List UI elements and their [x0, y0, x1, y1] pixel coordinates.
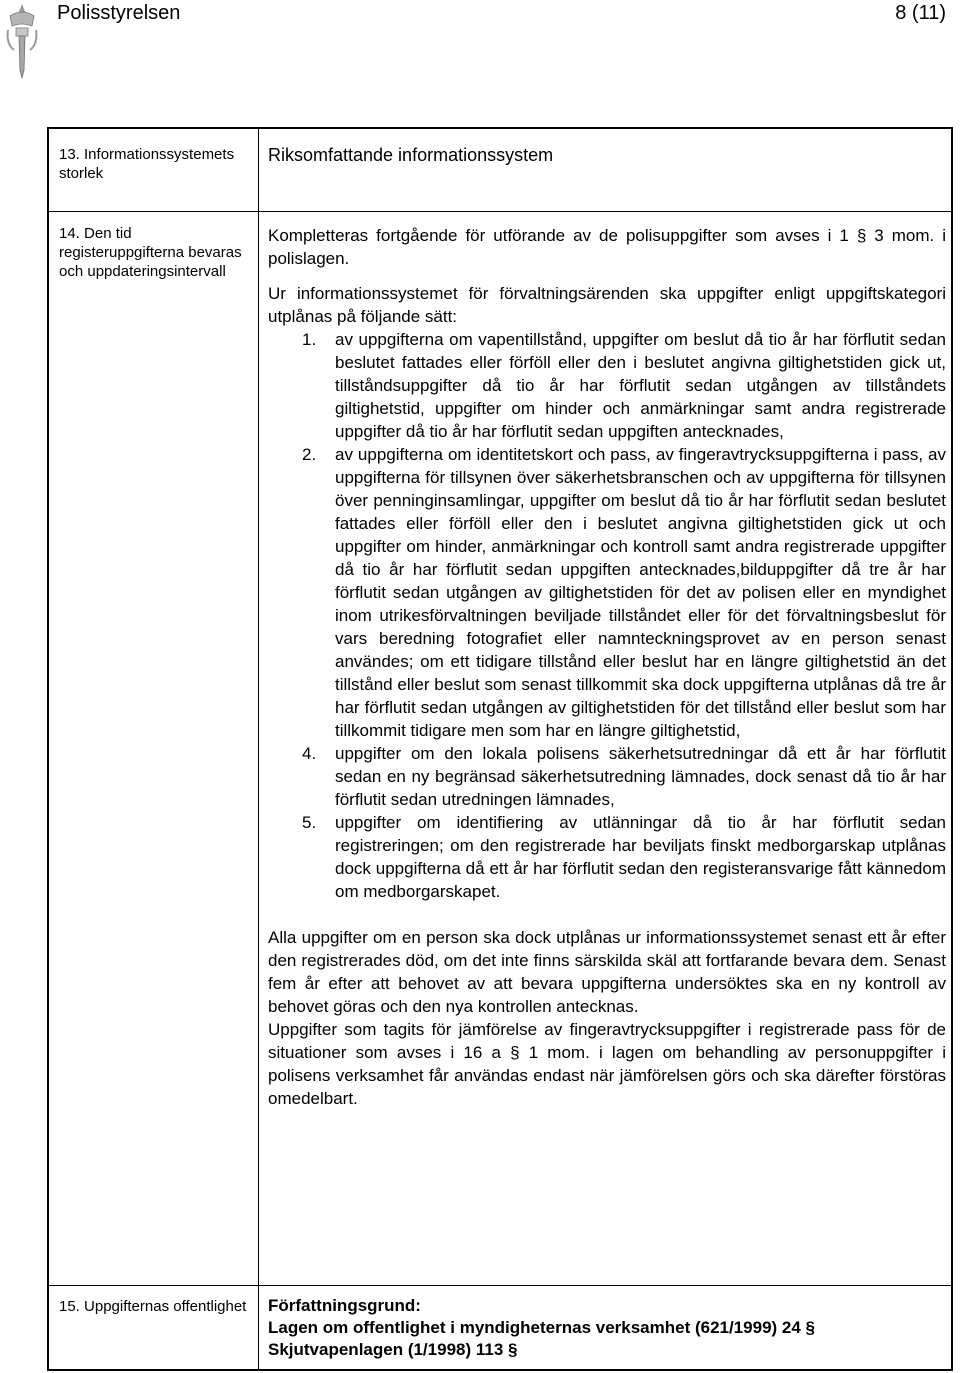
- legal-basis-line: Lagen om offentlighet i myndigheternas verksamhet (621/1999) 24 §: [268, 1318, 816, 1337]
- list-item: 2. av uppgifterna om identitetskort och pass, av fingeravtrycksuppgifterna i pass, av uppgifterna för tillsynen över säkerhetsbranschen och av uppgifterna för tillsynen över penninginsamlingar, uppgifter om beslut då tio år har förflutit sedan beslutet fattades eller förföll eller den i beslutet angivna giltighetstiden gick ut och uppgifter om hinder, anmärkningar och kontroll samt andra registrerade uppgifter då tio år har förflutit sedan uppgiften antecknades,bilduppgifter då tre år har förflutit sedan utgången av giltighetstiden för det av polisen eller en myndighet inom utrikesförvaltningen beviljade tillståndet eller för det förvaltningsbeslut för vars beredning fotografiet eller namnteckningsprovet av en person senast användes; om ett tidigare tillstånd eller beslut har en längre giltighetstid än det tillstånd eller beslut som senast tillkommit ska dock uppgifterna utplånas då tre år har förflutit sedan utgången av giltighetstiden för det tillstånd eller beslut som har tillkommit tidigare men som har en längre giltighetstid,: [302, 445, 946, 740]
- row-14-paragraph-2: Ur informationssystemet för förvaltningsärenden ska uppgifter enligt uppgiftskategori utplånas på följande sätt:: [268, 284, 946, 326]
- list-item: 5. uppgifter om identifiering av utlänningar då tio år har förflutit sedan registreringen; om den registrerade har beviljats finskt medborgarskap utplånas dock uppgifterna då ett år har förflutit sedan den registeransvarige fått kännedom om medborgarskapet.: [302, 813, 946, 901]
- police-badge-icon: [2, 0, 42, 80]
- page-number: 8 (11): [895, 2, 946, 24]
- row-13-value: Riksomfattande informationssystem: [268, 145, 554, 165]
- legal-basis-heading: Författningsgrund:: [268, 1296, 421, 1315]
- row-14-content: [268, 224, 946, 1110]
- list-item: 4. uppgifter om den lokala polisens säkerhetsutredningar då ett år har förflutit sedan en ny begränsad säkerhetsutredning lämnades, dock senast då tio år har förflutit sedan utredningen lämnades,: [302, 744, 946, 809]
- row-14-label: 14. Den tid registeruppgifterna bevaras och uppdateringsintervall: [59, 225, 242, 280]
- row-15-content: [268, 1295, 946, 1361]
- row-14-paragraph-1: Kompletteras fortgående för utförande av de polisuppgifter som avses i 1 § 3 mom. i polislagen.: [268, 226, 946, 268]
- page-header: [0, 0, 960, 80]
- row-14-paragraph-3: Alla uppgifter om en person ska dock utplånas ur informationssystemet senast ett år efter den registrerades död, om det inte finns särskilda skäl att fortfarande bevara dem. Senast fem år efter att behovet av att bevara uppgifterna undersöktes ska en ny kontroll av behovet göras och den nya kontrollen antecknas.: [268, 928, 946, 1016]
- row-15-label: 15. Uppgifternas offentlighet: [59, 1298, 247, 1315]
- organization-name: Polisstyrelsen: [57, 2, 181, 24]
- column-divider: [258, 127, 259, 1371]
- deletion-rules-list: [268, 328, 946, 903]
- row-13-label: 13. Informationssystemets storlek: [59, 146, 235, 182]
- row-divider: [47, 1285, 953, 1286]
- row-divider: [47, 211, 953, 212]
- list-item: 1. av uppgifterna om vapentillstånd, uppgifter om beslut då tio år har förflutit sedan beslutet fattades eller förföll eller den i beslutet angivna giltighetstiden gick ut, tillståndsuppgifter då tio år har förflutit sedan utgången av tillståndets giltighetstid, uppgifter om hinder och anmärkningar samt andra registrerade uppgifter då tio år har förflutit sedan uppgiften antecknades,: [302, 330, 946, 441]
- row-14-paragraph-4: Uppgifter som tagits för jämförelse av fingeravtrycksuppgifter i registrerade pass för de situationer som avses i 16 a § 1 mom. i lagen om behandling av personuppgifter i polisens verksamhet får användas endast när jämförelsen görs och ska därefter förstöras omedelbart.: [268, 1020, 946, 1108]
- legal-basis-line: Skjutvapenlagen (1/1998) 113 §: [268, 1340, 518, 1359]
